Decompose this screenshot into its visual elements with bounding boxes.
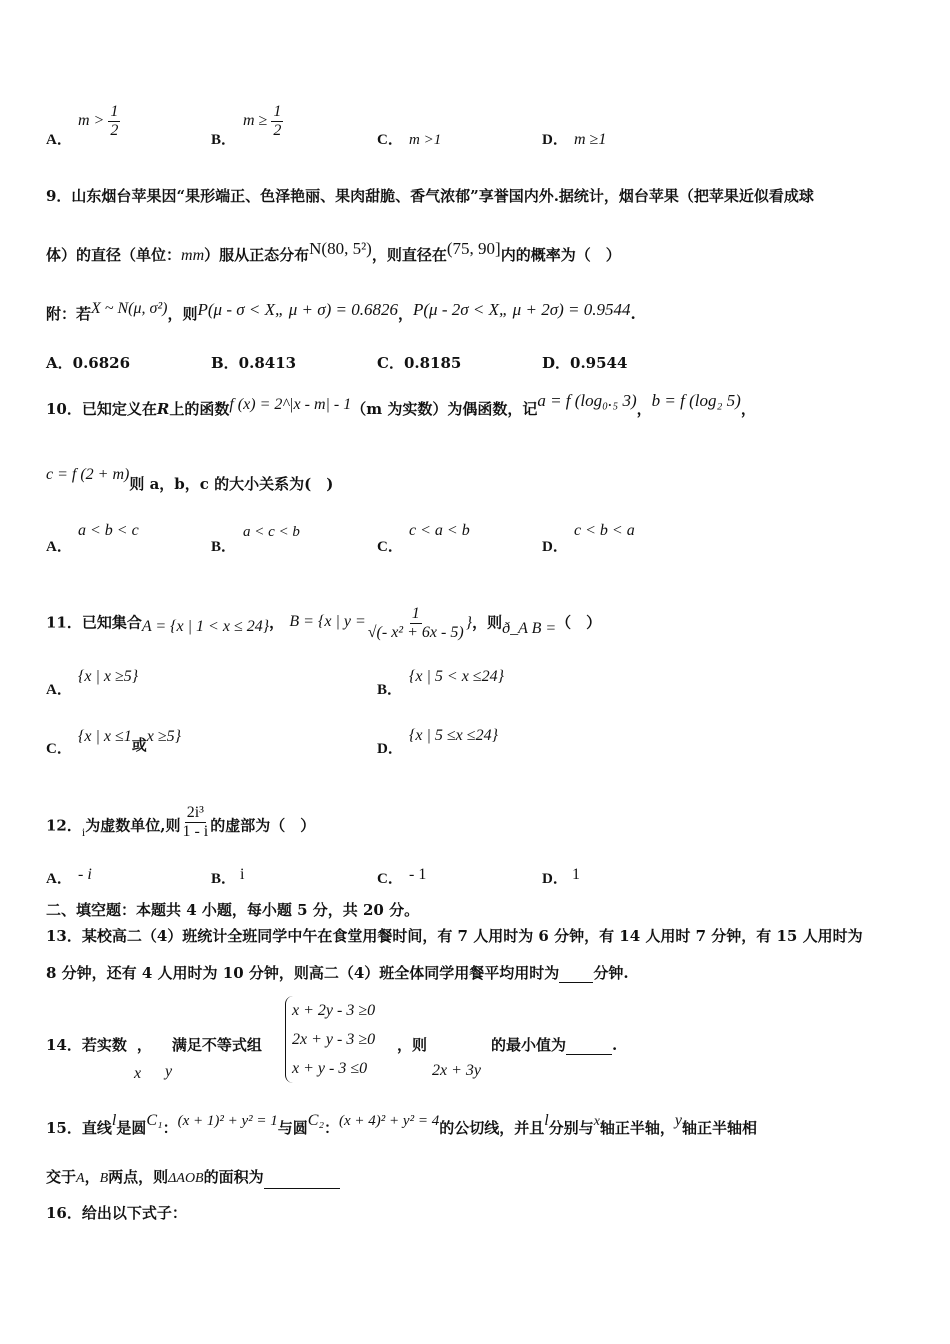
q10-option-d-label: D． [542,539,568,555]
q9-note: 附：若X ~ N(μ, σ²)，则P(μ - σ < X„ μ + σ) = 0.6826，P(μ - 2σ < X„ μ + 2σ) = 0.9544. [46,300,636,323]
q9-option-a: A．0.6826 [46,354,131,372]
q10-option-a: a < b < c [78,522,139,539]
q8-option-b-label: B． [211,132,237,148]
q11-option-d-label: D． [377,741,403,757]
q13-answer-blank[interactable] [559,968,593,983]
q13-line2: 8 分钟，还有 4 人用时为 10 分钟，则高二（4）班全体同学用餐平均用时为 分钟. [46,964,629,982]
q12-option-b: i [240,866,245,883]
q12-option-c: - 1 [409,866,427,883]
q11-option-c-label: C． [46,741,72,757]
q15-answer-blank[interactable] [264,1174,340,1189]
q11-option-d: {x | 5 ≤x ≤24} [409,727,498,744]
q14-inequality-system [285,996,375,1083]
q9-line2: 体）的直径（单位：mm）服从正态分布N(80, 5²)，则直径在(75, 90]内的概率为（ ） [46,239,621,264]
section-heading: 二、填空题：本题共 4 小题，每小题 5 分，共 20 分。 [46,901,420,919]
q16-line: 16．给出以下式子： [46,1204,187,1222]
q8-option-d: m ≥1 [574,131,607,148]
q12-option-a-label: A． [46,871,72,887]
q14-ineq-1: x + 2y - 3 ≥0 [292,1002,376,1019]
q14-answer-blank[interactable] [566,1040,612,1055]
q15-line1: 15．直线l是圆C₁：(x + 1)² + y² = 1与圆C₂：(x + 4)² + y² = 4的公切线，并且l分别与x轴正半轴，y轴正半轴相 [46,1112,758,1137]
q14-var-x: x [134,1065,142,1082]
q14-ineq-2: 2x + y - 3 ≥0 [292,1031,376,1048]
q12-option-a: - i [78,866,92,883]
q12-option-d: 1 [572,866,580,883]
q12-option-c-label: C． [377,871,403,887]
q10-line2: c = f (2 + m)则 a，b，c 的大小关系为( ) [46,466,334,493]
q8-option-a: m > $\frac{1}{2}$ [78,103,119,139]
q9-option-d: D．0.9544 [542,354,628,372]
q10-option-a-label: A． [46,539,72,555]
q8-option-c-label: C． [377,132,403,148]
q10-line1: 10．已知定义在R上的函数f (x) = 2^|x - m| - 1（m 为实数）为偶函数，记a = f (log₀.₅ 3)，b = f (log₂ 5)， [46,391,756,418]
q14-text-d: 的最小值为 . [491,1036,618,1054]
q8-option-c: m >1 [409,132,442,148]
q10-option-c-label: C． [377,539,403,555]
q8-option-a-label: A． [46,132,72,148]
q15-line2: 交于A，B两点，则ΔAOB的面积为 [46,1167,340,1189]
q12-option-b-label: B． [211,871,237,887]
q11-option-b: {x | 5 < x ≤24} [409,668,504,685]
q14-text-a: 14．若实数 ， 满足不等式组 [46,1036,262,1054]
q10-option-c: c < a < b [409,522,470,539]
q12-option-d-label: D． [542,871,568,887]
q14-ineq-3: x + y - 3 ≤0 [292,1060,368,1077]
q10-option-d: c < b < a [574,522,635,539]
q14-text-c: ，则 [397,1036,428,1054]
q10-option-b: a < c < b [243,524,300,540]
q11-option-c: {x | x ≤1或x ≥5} [78,728,182,754]
q14-var-y: y [165,1063,173,1080]
q12-line: 12．$_i$为虚数单位,则 $\frac{\text{2i³}}{1 - i}$ 的虚部为（ ） [46,804,316,840]
q11-option-a: {x | x ≥5} [78,668,139,685]
q9-line1: 9．山东烟台苹果因“果形端正、色泽艳丽、果肉甜脆、香气浓郁”享誉国内外.据统计，烟台苹果（把苹果近似看成球 [46,187,814,205]
q9-option-c: C．0.8185 [377,354,462,372]
q14-target: 2x + 3y [432,1062,481,1079]
q8-option-b: m ≥ $\frac{1}{2}$ [243,103,282,139]
q11-option-b-label: B． [377,682,403,698]
q11-line: 11．已知集合A = {x | 1 < x ≤ 24}， B = {x | y = $\frac{1}{\text{√(- x² + 6x - 5)}}$ }，则ð_A B =（ ） [46,605,602,641]
q11-option-a-label: A． [46,682,72,698]
q9-option-b: B．0.8413 [211,354,297,372]
q8-option-d-label: D． [542,132,568,148]
q13-line1: 13．某校高二（4）班统计全班同学中午在食堂用餐时间，有 7 人用时为 6 分钟，有 14 人用时 7 分钟，有 15 人用时为 [46,927,863,945]
q10-option-b-label: B． [211,539,237,555]
